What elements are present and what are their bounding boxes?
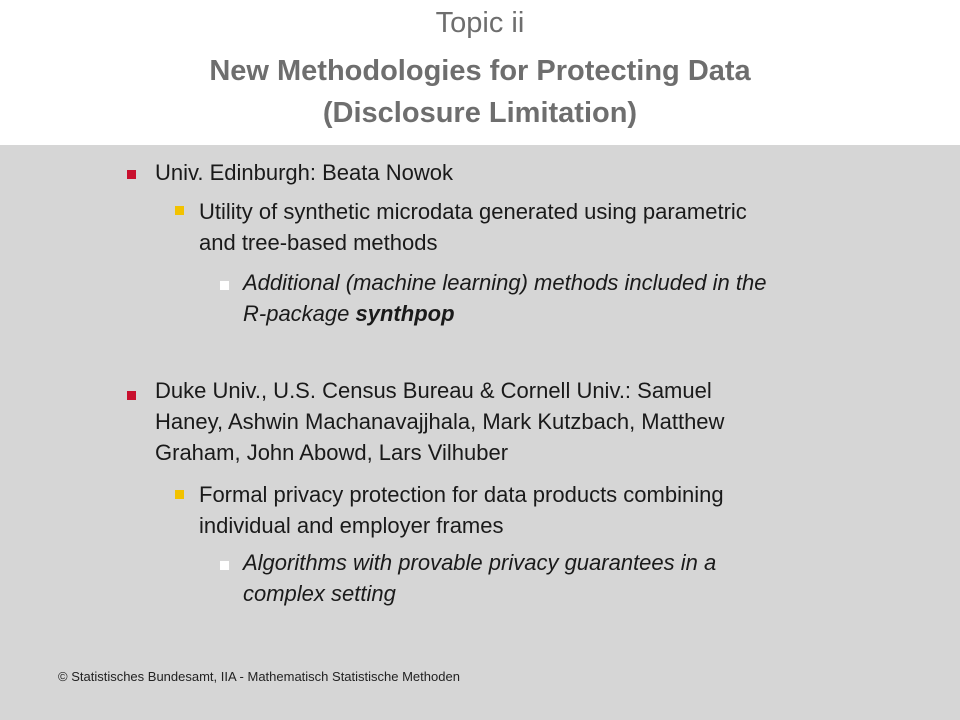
bullet-marker-level1 <box>127 170 136 179</box>
bullet-level3-line2 <box>243 299 455 328</box>
slide-title-sub: (Disclosure Limitation) <box>322 97 638 129</box>
bullet-level3-line1: Algorithms with provable privacy guarantees in a <box>243 550 717 575</box>
bullet-level3-line2: complex setting <box>243 581 396 606</box>
slide-title-topic: Topic ii <box>435 7 525 39</box>
slide-header <box>0 0 960 145</box>
bullet-level2-line2: and tree-based methods <box>199 230 438 255</box>
slide-title-main: New Methodologies for Protecting Data <box>209 55 751 87</box>
bullet-marker-level2 <box>175 206 184 215</box>
bullet-level1-duke-line1: Duke Univ., U.S. Census Bureau & Cornell Univ.: Samuel <box>155 378 712 403</box>
bullet-level2-line1: Formal privacy protection for data products combining <box>199 482 724 507</box>
bullet-level2-line1: Utility of synthetic microdata generated using parametric <box>199 199 747 224</box>
bullet-level3-line1: Additional (machine learning) methods included in the <box>243 270 767 295</box>
bullet-marker-level1 <box>127 391 136 400</box>
bullet-marker-level3 <box>220 281 229 290</box>
bullet-marker-level2 <box>175 490 184 499</box>
bullet-marker-level3 <box>220 561 229 570</box>
slide-footer: © Statistisches Bundesamt, IIA - Mathematisch Statistische Methoden <box>58 669 460 684</box>
bullet-level3-prefix: R-package <box>243 301 356 326</box>
bullet-level1-duke-line3: Graham, John Abowd, Lars Vilhuber <box>155 440 509 465</box>
bullet-level1-edinburgh: Univ. Edinburgh: Beata Nowok <box>155 160 453 185</box>
synthpop-package-name: synthpop <box>355 301 455 326</box>
bullet-level2-line2: individual and employer frames <box>199 513 504 538</box>
bullet-level1-duke-line2: Haney, Ashwin Machanavajjhala, Mark Kutzbach, Matthew <box>155 409 725 434</box>
